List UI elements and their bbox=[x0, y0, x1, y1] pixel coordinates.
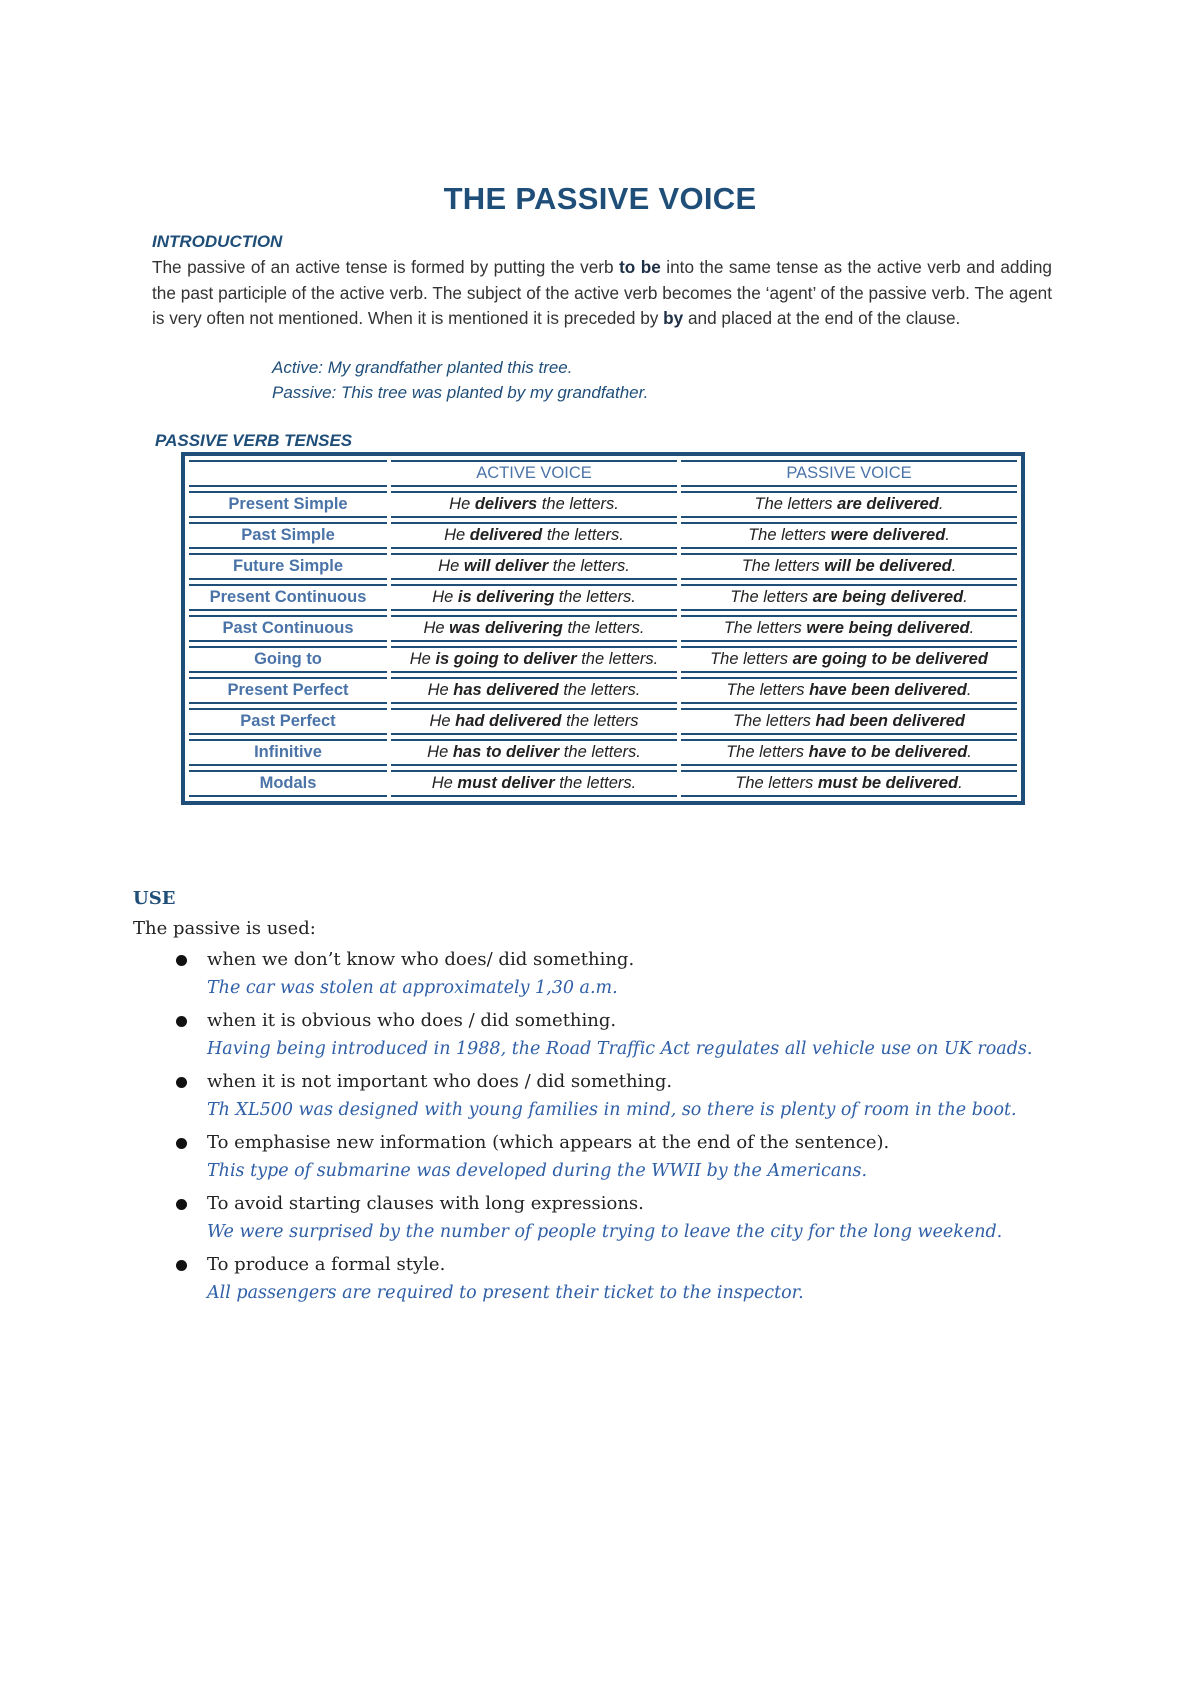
intro-bold-by: by bbox=[663, 308, 684, 329]
tenses-heading: PASSIVE VERB TENSES bbox=[155, 431, 353, 450]
tense-name-cell: Past Continuous bbox=[189, 615, 387, 642]
header-active-voice: ACTIVE VOICE bbox=[391, 460, 677, 487]
active-pre-text: He bbox=[427, 681, 454, 699]
passive-voice-cell bbox=[681, 708, 1017, 735]
tense-name-cell: Modals bbox=[189, 770, 387, 797]
active-voice-cell bbox=[391, 739, 677, 766]
active-post-text: the letters. bbox=[554, 774, 637, 792]
bullet-icon bbox=[176, 1016, 187, 1027]
list-item bbox=[167, 1129, 1067, 1190]
tenses-table-body bbox=[189, 491, 1017, 797]
active-pre-text: He bbox=[423, 619, 450, 637]
list-item bbox=[167, 1007, 1067, 1068]
active-voice-cell bbox=[391, 615, 677, 642]
passive-bold-text: were delivered bbox=[830, 526, 946, 544]
intro-bold-to-be: to be bbox=[619, 257, 661, 277]
use-item-text: To emphasise new information (which appears at the end of the sentence). bbox=[207, 1132, 890, 1153]
active-post-text: the letters. bbox=[562, 619, 645, 637]
tense-name-cell: Past Simple bbox=[189, 522, 387, 549]
use-item-text: when we don’t know who does/ did something. bbox=[207, 949, 635, 970]
bullet-icon bbox=[176, 1199, 187, 1210]
tense-name-cell: Future Simple bbox=[189, 553, 387, 580]
use-item-text: To produce a formal style. bbox=[207, 1254, 446, 1275]
passive-bold-text: are being delivered bbox=[812, 588, 964, 606]
passive-post-text: . bbox=[938, 495, 944, 513]
passive-bold-text: are going to be delivered bbox=[792, 650, 988, 668]
active-voice-cell bbox=[391, 646, 677, 673]
bullet-icon bbox=[176, 955, 187, 966]
bullet-icon bbox=[176, 1260, 187, 1271]
tense-name-cell: Present Continuous bbox=[189, 584, 387, 611]
active-pre-text: He bbox=[449, 495, 475, 513]
active-bold-text: has delivered bbox=[453, 681, 559, 699]
active-post-text: the letters. bbox=[576, 650, 659, 668]
active-voice-cell bbox=[391, 708, 677, 735]
list-item bbox=[167, 946, 1067, 1007]
use-item-example: Having being introduced in 1988, the Road Traffic Act regulates all vehicle use on UK roads. bbox=[207, 1039, 1033, 1059]
use-list bbox=[167, 946, 1067, 1312]
header-passive-voice: PASSIVE VOICE bbox=[681, 460, 1017, 487]
table-row bbox=[189, 584, 1017, 611]
active-pre-text: He bbox=[427, 743, 453, 761]
passive-pre-text: The letters bbox=[748, 526, 831, 544]
passive-bold-text: are delivered bbox=[837, 495, 939, 513]
passive-bold-text: will be delivered bbox=[824, 557, 952, 575]
active-voice-cell bbox=[391, 553, 677, 580]
use-heading: USE bbox=[133, 888, 176, 909]
header-blank-cell bbox=[189, 460, 387, 487]
passive-voice-cell bbox=[681, 770, 1017, 797]
passive-pre-text: The letters bbox=[741, 557, 825, 575]
active-pre-text: He bbox=[444, 526, 470, 544]
list-item bbox=[167, 1190, 1067, 1251]
passive-pre-text: The letters bbox=[710, 650, 793, 668]
tense-name-cell: Present Simple bbox=[189, 491, 387, 518]
table-header-row bbox=[189, 460, 1017, 487]
active-post-text: the letters. bbox=[548, 557, 630, 575]
table-row bbox=[189, 708, 1017, 735]
active-pre-text: He bbox=[432, 588, 458, 606]
tense-name-cell: Present Perfect bbox=[189, 677, 387, 704]
active-bold-text: is going to deliver bbox=[435, 650, 577, 668]
bullet-icon bbox=[176, 1138, 187, 1149]
active-post-text: the letters. bbox=[554, 588, 636, 606]
use-item-text: when it is not important who does / did something. bbox=[207, 1071, 673, 1092]
active-bold-text: delivers bbox=[474, 495, 538, 513]
example-active: Active: My grandfather planted this tree. bbox=[272, 358, 573, 377]
active-bold-text: will deliver bbox=[463, 557, 549, 575]
active-bold-text: was delivering bbox=[449, 619, 563, 637]
use-item-example: All passengers are required to present their ticket to the inspector. bbox=[207, 1283, 804, 1303]
active-pre-text: He bbox=[431, 774, 458, 792]
active-bold-text: must deliver bbox=[457, 774, 555, 792]
tenses-table bbox=[181, 452, 1025, 805]
list-item bbox=[167, 1068, 1067, 1129]
use-item-example: Th XL500 was designed with young families in mind, so there is plenty of room in the boot. bbox=[207, 1100, 1017, 1120]
passive-pre-text: The letters bbox=[723, 619, 807, 637]
passive-post-text: . bbox=[966, 681, 972, 699]
passive-post-text: . bbox=[958, 774, 963, 792]
table-row bbox=[189, 615, 1017, 642]
table-row bbox=[189, 491, 1017, 518]
passive-voice-cell bbox=[681, 739, 1017, 766]
passive-pre-text: The letters bbox=[732, 712, 816, 730]
page-title: THE PASSIVE VOICE bbox=[443, 181, 757, 216]
passive-bold-text: have been delivered bbox=[809, 681, 967, 699]
intro-text-part-3: and placed at the end of the clause. bbox=[683, 308, 961, 329]
active-bold-text: delivered bbox=[469, 526, 543, 544]
table-row bbox=[189, 646, 1017, 673]
introduction-heading: INTRODUCTION bbox=[152, 232, 283, 251]
passive-voice-cell bbox=[681, 615, 1017, 642]
passive-bold-text: had been delivered bbox=[815, 712, 965, 730]
table-row bbox=[189, 553, 1017, 580]
use-item-text: To avoid starting clauses with long expressions. bbox=[207, 1193, 644, 1214]
passive-post-text: . bbox=[945, 526, 950, 544]
table-row bbox=[189, 522, 1017, 549]
active-bold-text: had delivered bbox=[455, 712, 562, 730]
passive-bold-text: must be delivered bbox=[817, 774, 959, 792]
active-voice-cell bbox=[391, 491, 677, 518]
passive-voice-cell bbox=[681, 553, 1017, 580]
passive-pre-text: The letters bbox=[730, 588, 813, 606]
passive-pre-text: The letters bbox=[726, 743, 809, 761]
use-intro: The passive is used: bbox=[133, 918, 316, 939]
tense-name-cell: Infinitive bbox=[189, 739, 387, 766]
intro-text-part-1: The passive of an active tense is formed by putting the verb bbox=[152, 257, 620, 277]
passive-pre-text: The letters bbox=[754, 495, 838, 513]
active-bold-text: is delivering bbox=[457, 588, 555, 606]
active-post-text: the letters. bbox=[537, 495, 619, 513]
passive-pre-text: The letters bbox=[726, 681, 810, 699]
use-item-example: The car was stolen at approximately 1,30 a.m. bbox=[207, 978, 618, 998]
table-row bbox=[189, 739, 1017, 766]
example-passive: Passive: This tree was planted by my grandfather. bbox=[272, 383, 649, 402]
active-pre-text: He bbox=[409, 650, 436, 668]
use-item-example: We were surprised by the number of people trying to leave the city for the long weekend. bbox=[207, 1222, 1003, 1242]
active-post-text: the letters. bbox=[558, 681, 641, 699]
active-voice-cell bbox=[391, 584, 677, 611]
passive-voice-cell bbox=[681, 584, 1017, 611]
passive-voice-cell bbox=[681, 646, 1017, 673]
active-pre-text: He bbox=[438, 557, 464, 575]
active-post-text: the letters. bbox=[542, 526, 624, 544]
tense-name-cell: Past Perfect bbox=[189, 708, 387, 735]
passive-pre-text: The letters bbox=[735, 774, 818, 792]
tense-name-cell: Going to bbox=[189, 646, 387, 673]
bullet-icon bbox=[176, 1077, 187, 1088]
passive-voice-cell bbox=[681, 491, 1017, 518]
passive-post-text: . bbox=[967, 743, 972, 761]
active-bold-text: has to deliver bbox=[452, 743, 560, 761]
passive-voice-cell bbox=[681, 677, 1017, 704]
active-voice-cell bbox=[391, 677, 677, 704]
use-item-example: This type of submarine was developed during the WWII by the Americans. bbox=[207, 1161, 868, 1181]
active-voice-cell bbox=[391, 522, 677, 549]
passive-voice-cell bbox=[681, 522, 1017, 549]
intro-text-part-2: into the same tense as the active verb and adding the past participle of the active verb. The subject of the active verb becomes the ‘agent’ of the passive verb. The agent is very often not mentioned. When it is mentioned it is preceded by bbox=[152, 257, 1052, 329]
active-pre-text: He bbox=[429, 712, 456, 730]
list-item bbox=[167, 1251, 1067, 1312]
use-item-text: when it is obvious who does / did something. bbox=[207, 1010, 617, 1031]
active-post-text: the letters. bbox=[559, 743, 641, 761]
passive-bold-text: were being delivered bbox=[806, 619, 970, 637]
passive-post-text: . bbox=[963, 588, 968, 606]
table-row bbox=[189, 677, 1017, 704]
introduction-paragraph bbox=[152, 255, 1052, 332]
passive-post-text: . bbox=[969, 619, 975, 637]
table-row bbox=[189, 770, 1017, 797]
active-post-text: the letters bbox=[561, 712, 639, 730]
passive-bold-text: have to be delivered bbox=[808, 743, 968, 761]
active-voice-cell bbox=[391, 770, 677, 797]
passive-post-text: . bbox=[951, 557, 957, 575]
